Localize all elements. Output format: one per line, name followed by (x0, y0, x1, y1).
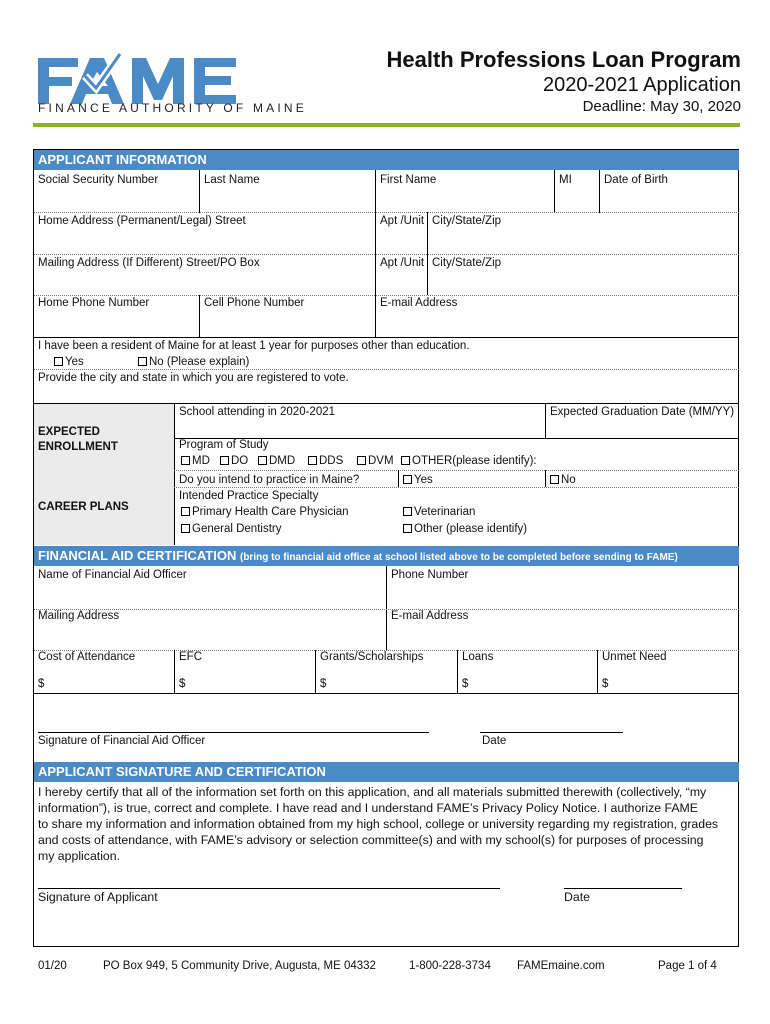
dollar-sign: $ (602, 678, 609, 690)
divider (597, 650, 598, 693)
vote-location-field[interactable]: Provide the city and state in which you are registered to vote. (38, 372, 349, 384)
footer-website[interactable]: FAMEmaine.com (517, 960, 605, 972)
applicant-date-label: Date (564, 890, 590, 904)
apt-unit-field[interactable]: Apt /Unit (380, 215, 425, 227)
divider (545, 403, 546, 438)
application-form (33, 149, 739, 947)
checkbox[interactable] (357, 456, 366, 465)
form-code: 01/20 (38, 960, 67, 972)
specialty-dentistry-option[interactable]: General Dentistry (181, 523, 281, 535)
page-title: Health Professions Loan Program (386, 47, 741, 72)
dollar-sign: $ (462, 678, 469, 690)
home-phone-field[interactable]: Home Phone Number (38, 297, 150, 309)
divider (34, 295, 739, 296)
divider (174, 403, 175, 545)
divider (174, 487, 739, 488)
footer-phone: 1-800-228-3734 (409, 960, 491, 972)
specialty-vet-option[interactable]: Veterinarian (403, 506, 475, 518)
divider (34, 369, 739, 370)
aid-mailing-address-field[interactable]: Mailing Address (38, 610, 120, 622)
divider (174, 470, 739, 471)
specialty-primary-option[interactable]: Primary Health Care Physician (181, 506, 349, 518)
program-option-other[interactable]: OTHER(please identify): (401, 455, 537, 467)
expected-enrollment-label: EXPECTED ENROLLMENT (38, 426, 118, 453)
checkbox[interactable] (403, 524, 412, 533)
aid-officer-name-field[interactable]: Name of Financial Aid Officer (38, 569, 187, 581)
checkbox[interactable] (403, 507, 412, 516)
program-option-do[interactable]: DO (220, 455, 248, 467)
checkbox[interactable] (403, 475, 412, 484)
grants-field[interactable]: Grants/Scholarships (320, 651, 424, 663)
school-attending-field[interactable]: School attending in 2020-2021 (179, 406, 336, 418)
applicant-signature-label: Signature of Applicant (38, 890, 158, 904)
divider (34, 254, 739, 255)
divider (199, 170, 200, 213)
practice-in-maine-question: Do you intend to practice in Maine? (179, 474, 360, 486)
city-state-zip-field[interactable]: City/State/Zip (432, 257, 502, 269)
certification-line: to share my information and information obtained from my high school, college or university regarding my registration, grades (38, 817, 719, 831)
checkbox[interactable] (181, 507, 190, 516)
divider (375, 212, 376, 254)
career-plans-label: CAREER PLANS (38, 501, 129, 513)
program-option-dmd[interactable]: DMD (258, 455, 295, 467)
page-number: Page 1 of 4 (658, 960, 717, 972)
divider (375, 170, 376, 213)
cost-of-attendance-field[interactable]: Cost of Attendance (38, 651, 136, 663)
divider (199, 295, 200, 337)
mailing-address-field[interactable]: Mailing Address (If Different) Street/PO Box (38, 257, 260, 269)
resident-question: I have been a resident of Maine for at least 1 year for purposes other than education. (38, 340, 470, 352)
dollar-sign: $ (179, 678, 186, 690)
program-option-dds[interactable]: DDS (308, 455, 343, 467)
divider (427, 212, 428, 254)
footer-address: PO Box 949, 5 Community Drive, Augusta, ME 04332 (103, 960, 376, 972)
specialty-other-option[interactable]: Other (please identify) (403, 523, 527, 535)
accent-rule (33, 123, 740, 127)
aid-officer-signature-label: Signature of Financial Aid Officer (38, 735, 206, 747)
cell-phone-field[interactable]: Cell Phone Number (204, 297, 305, 309)
divider (554, 170, 555, 213)
certification-text (38, 784, 718, 864)
practice-yes-option[interactable]: Yes (403, 474, 433, 486)
apt-unit-field[interactable]: Apt /Unit (380, 257, 425, 269)
checkbox[interactable] (181, 524, 190, 533)
program-of-study-label: Program of Study (179, 439, 269, 451)
logo-subtitle: FINANCE AUTHORITY OF MAINE (38, 101, 307, 115)
divider (34, 212, 739, 213)
unmet-need-field[interactable]: Unmet Need (602, 651, 667, 663)
divider (34, 609, 739, 610)
applicant-date-line[interactable] (564, 888, 682, 889)
divider (174, 650, 175, 693)
dollar-sign: $ (320, 678, 327, 690)
divider (457, 650, 458, 693)
aid-phone-field[interactable]: Phone Number (391, 569, 469, 581)
divider (34, 693, 739, 694)
checkbox[interactable] (220, 456, 229, 465)
page-subtitle: 2020-2021 Application (543, 74, 741, 96)
ssn-field[interactable]: Social Security Number (38, 174, 159, 186)
program-option-md[interactable]: MD (181, 455, 210, 467)
checkbox[interactable] (181, 456, 190, 465)
financial-aid-heading: FINANCIAL AID CERTIFICATION (bring to financial aid office at school listed above to be completed before sending to FAME) (34, 546, 739, 566)
certification-line: my application. (38, 849, 121, 863)
aid-date-line[interactable] (480, 732, 623, 733)
applicant-signature-line[interactable] (38, 888, 500, 889)
mi-field[interactable]: MI (559, 174, 572, 186)
dob-field[interactable]: Date of Birth (604, 174, 668, 186)
aid-officer-signature-line[interactable] (38, 732, 429, 733)
checkbox[interactable] (258, 456, 267, 465)
divider (315, 650, 316, 693)
loans-field[interactable]: Loans (462, 651, 494, 663)
applicant-info-heading: APPLICANT INFORMATION (34, 150, 739, 170)
divider (599, 170, 600, 213)
efc-field[interactable]: EFC (179, 651, 202, 663)
divider (375, 295, 376, 337)
certification-line: and costs of attendance, with FAME’s advisory or selection committee(s) and with my school(s) for purposes of processing (38, 833, 704, 847)
resident-yes-option[interactable]: Yes (54, 356, 84, 368)
checkbox[interactable] (54, 357, 63, 366)
divider (398, 470, 399, 487)
dollar-sign: $ (38, 678, 45, 690)
checkbox[interactable] (138, 357, 147, 366)
applicant-signature-heading: APPLICANT SIGNATURE AND CERTIFICATION (34, 762, 739, 782)
home-address-field[interactable]: Home Address (Permanent/Legal) Street (38, 215, 246, 227)
aid-email-field[interactable]: E-mail Address (391, 610, 469, 622)
last-name-field[interactable]: Last Name (204, 174, 260, 186)
deadline: Deadline: May 30, 2020 (582, 98, 741, 115)
certification-line: information”), is true, correct and complete. I have read and I understand FAME’s Privacy Policy Notice. I authorize FAME (38, 801, 698, 815)
checkbox[interactable] (401, 456, 410, 465)
divider (375, 254, 376, 295)
practice-no-option[interactable]: No (550, 474, 576, 486)
divider (34, 337, 739, 338)
aid-date-label: Date (482, 735, 507, 747)
program-option-dvm[interactable]: DVM (357, 455, 394, 467)
checkbox[interactable] (308, 456, 317, 465)
city-state-zip-field[interactable]: City/State/Zip (432, 215, 502, 227)
divider (427, 254, 428, 295)
email-field[interactable]: E-mail Address (380, 297, 458, 309)
practice-specialty-label: Intended Practice Specialty (179, 490, 319, 502)
certification-line: I hereby certify that all of the information set forth on this application, and all materials submitted therewith (collectively, “my (38, 785, 707, 799)
resident-no-option[interactable]: No (Please explain) (138, 356, 249, 368)
first-name-field[interactable]: First Name (380, 174, 437, 186)
grad-date-field[interactable]: Expected Graduation Date (MM/YY) (550, 406, 735, 418)
checkbox[interactable] (550, 475, 559, 484)
divider (545, 470, 546, 487)
